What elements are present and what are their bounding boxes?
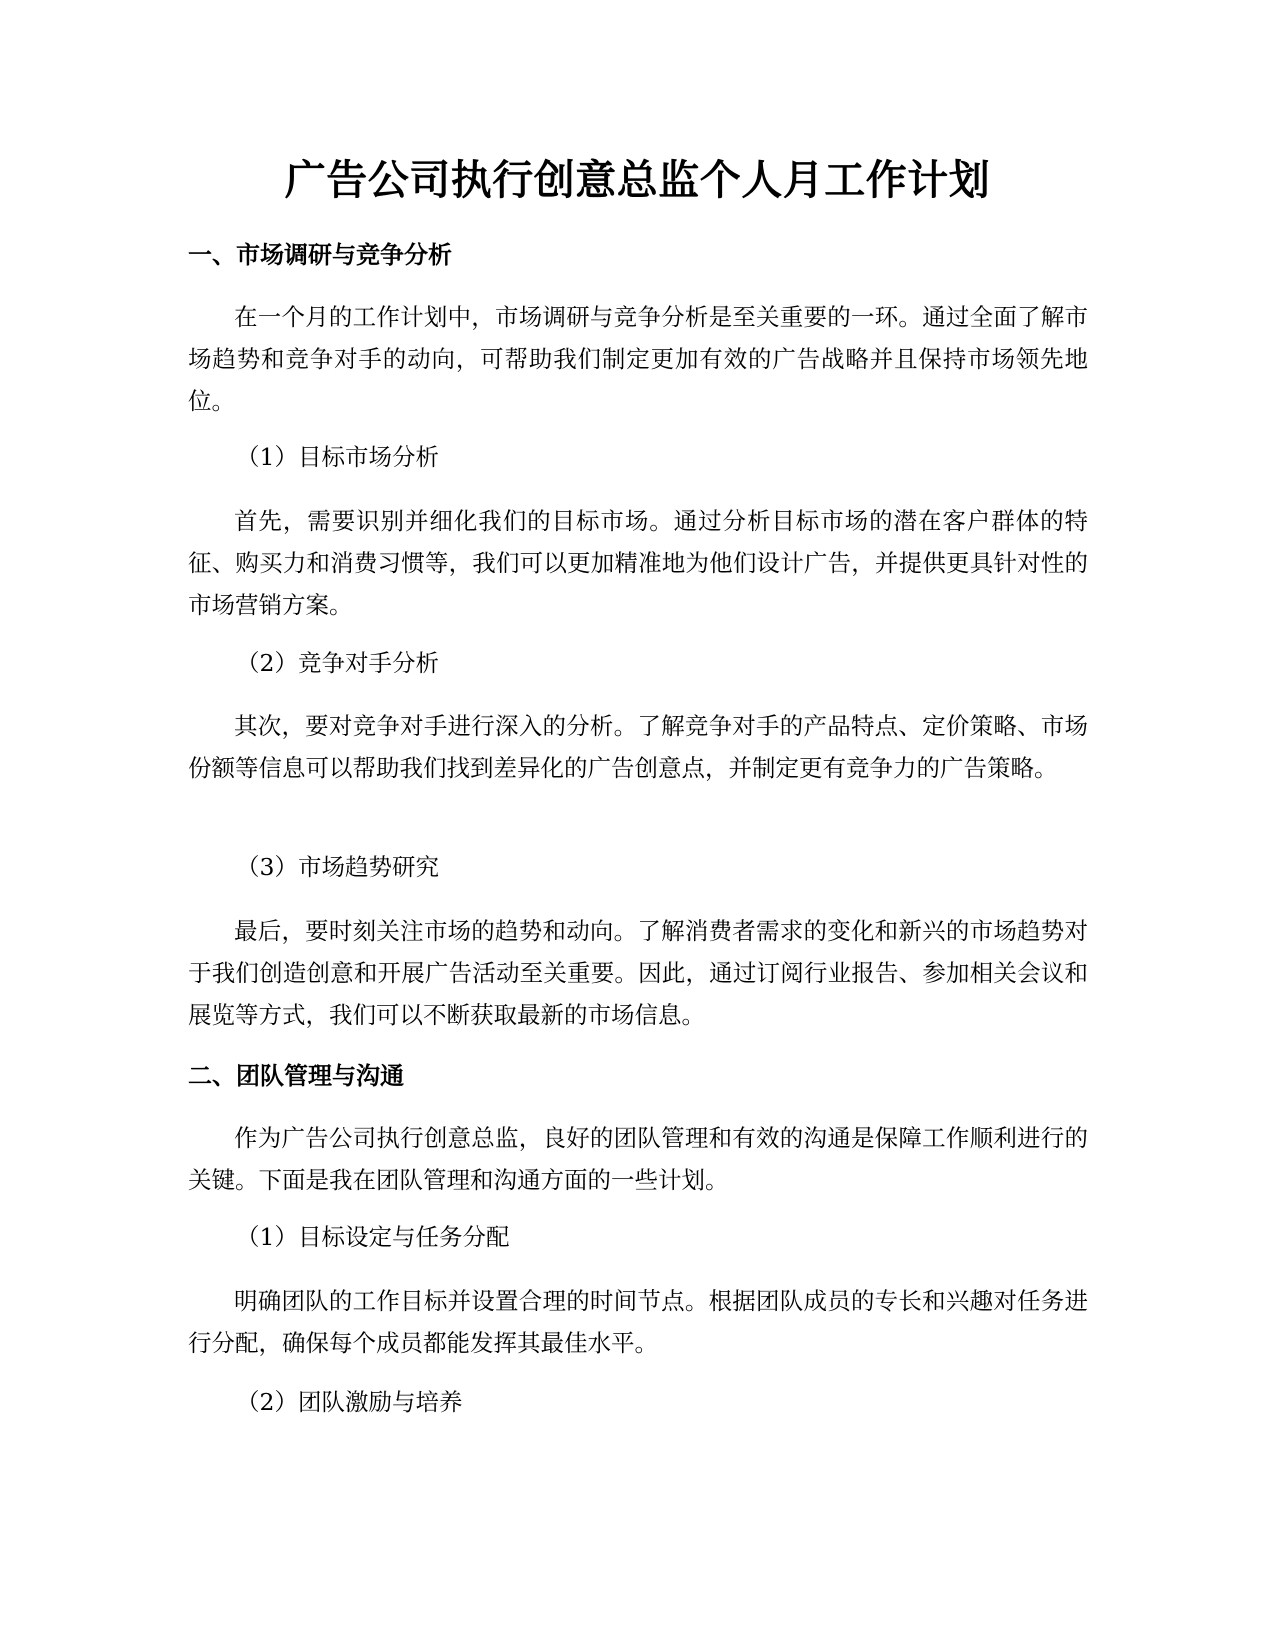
paragraph-target-market: 首先，需要识别并细化我们的目标市场。通过分析目标市场的潜在客户群体的特征、购买力和消费习惯等，我们可以更加精准地为他们设计广告，并提供更具针对性的市场营销方案。 bbox=[188, 507, 1088, 619]
page-title: 广告公司执行创意总监个人月工作计划 bbox=[284, 156, 991, 204]
paragraph-goal-setting: 明确团队的工作目标并设置合理的时间节点。根据团队成员的专长和兴趣对任务进行分配，确保每个成员都能发挥其最佳水平。 bbox=[188, 1287, 1088, 1357]
section-intro-team-management: 作为广告公司执行创意总监，良好的团队管理和有效的沟通是保障工作顺利进行的关键。下面是我在团队管理和沟通方面的一些计划。 bbox=[188, 1124, 1088, 1194]
subheading-team-motivation: （2）团队激励与培养 bbox=[236, 1388, 463, 1416]
paragraph-market-trend: 最后，要时刻关注市场的趋势和动向。了解消费者需求的变化和新兴的市场趋势对于我们创造创意和开展广告活动至关重要。因此，通过订阅行业报告、参加相关会议和展览等方式，我们可以不断获取最新的市场信息。 bbox=[188, 917, 1088, 1029]
paragraph-competitor: 其次，要对竞争对手进行深入的分析。了解竞争对手的产品特点、定价策略、市场份额等信息可以帮助我们找到差异化的广告创意点，并制定更有竞争力的广告策略。 bbox=[188, 712, 1088, 782]
section-intro-market-research: 在一个月的工作计划中，市场调研与竞争分析是至关重要的一环。通过全面了解市场趋势和竞争对手的动向，可帮助我们制定更加有效的广告战略并且保持市场领先地位。 bbox=[188, 303, 1088, 415]
subheading-target-market: （1）目标市场分析 bbox=[236, 443, 439, 471]
section-heading-team-management: 二、团队管理与沟通 bbox=[188, 1062, 404, 1090]
subheading-market-trend: （3）市场趋势研究 bbox=[236, 853, 439, 881]
subheading-competitor: （2）竞争对手分析 bbox=[236, 649, 439, 677]
section-heading-market-research: 一、市场调研与竞争分析 bbox=[188, 241, 452, 269]
subheading-goal-setting: （1）目标设定与任务分配 bbox=[236, 1223, 510, 1251]
